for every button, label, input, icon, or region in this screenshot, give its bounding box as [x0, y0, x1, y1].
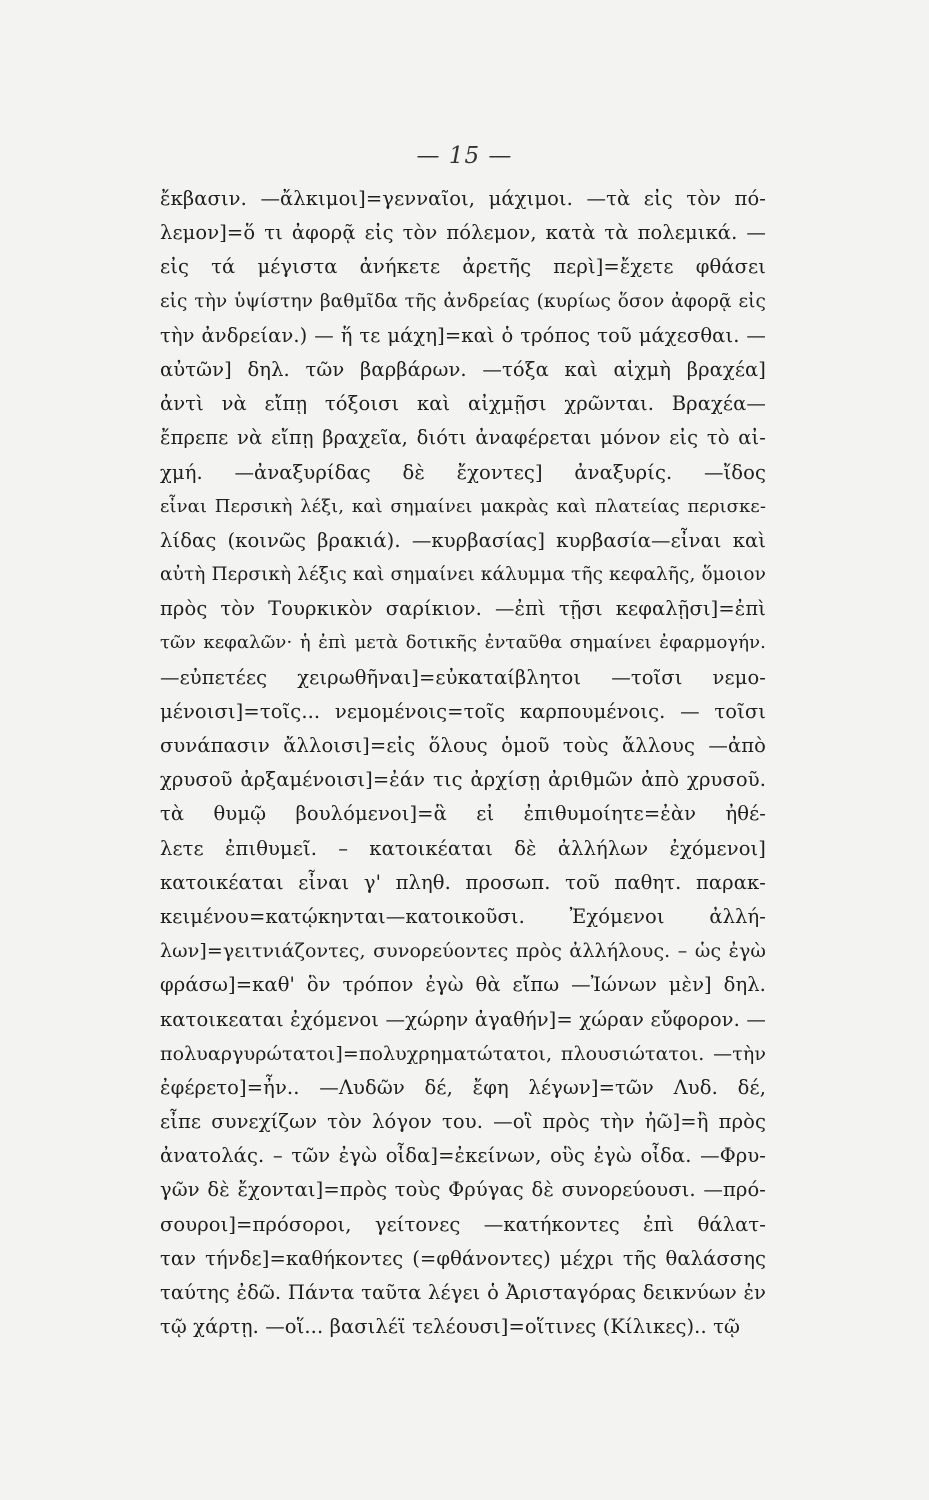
text-line: πρὸς τὸν Τουρκικὸν σαρίκιον. —ἐπὶ τῇσι κεφαλῇσι]=ἐπὶ	[160, 597, 766, 621]
text-line: κατοικεαται ἐχόμενοι —χώρην ἀγαθήν]= χώραν εὔφορον. —	[160, 1007, 766, 1031]
text-line: χμή. —ἀναξυρίδας δὲ ἔχοντες] ἀναξυρίς. —ἴδος	[160, 460, 766, 484]
text-line: γῶν δὲ ἔχονται]=πρὸς τοὺς Φρύγας δὲ συνορεύουσι. —πρό-	[160, 1178, 766, 1202]
text-line: λετε ἐπιθυμεῖ. – κατοικέαται δὲ ἀλλήλων ἐχόμενοι]	[160, 836, 766, 860]
text-line: λεμον]=ὅ τι ἀφορᾷ εἰς τὸν πόλεμον, κατὰ τὰ πολεμικά. —	[160, 221, 766, 245]
text-line: εἰς τὴν ὑψίστην βαθμῖδα τῆς ἀνδρείας (κυρίως ὅσον ἀφορᾷ εἰς	[160, 290, 766, 312]
text-line: εἰς τά μέγιστα ἀνήκετε ἀρετῆς περὶ]=ἔχετε φθάσει	[160, 255, 766, 279]
text-line: χρυσοῦ ἀρξαμένοισι]=ἐάν τις ἀρχίσῃ ἀριθμῶν ἀπὸ χρυσοῦ.	[160, 768, 766, 792]
text-line: φράσω]=καθ' ὃν τρόπον ἐγὼ θὰ εἴπω —Ἰώνων μὲν] δηλ.	[160, 973, 766, 997]
text-line: τὴν ἀνδρείαν.) — ἥ τε μάχη]=καὶ ὁ τρόπος τοῦ μάχεσθαι. —	[160, 323, 766, 347]
text-line: εἶπε συνεχίζων τὸν λόγον του. —οἳ πρὸς τὴν ἠῶ]=ἢ πρὸς	[160, 1110, 766, 1134]
text-line: συνάπασιν ἄλλοισι]=εἰς ὅλους ὁμοῦ τοὺς ἄλλους —ἀπὸ	[160, 734, 766, 757]
text-line: σουροι]=πρόσοροι, γείτονες —κατήκοντες ἐπὶ θάλατ-	[160, 1212, 766, 1236]
text-line: τῶν κεφαλῶν· ἡ ἐπὶ μετὰ δοτικῆς ἐνταῦθα σημαίνει ἐφαρμογήν.	[160, 632, 766, 654]
text-line: τὰ θυμῷ βουλόμενοι]=ἃ εἰ ἐπιθυμοίητε=ἐὰν ἠθέ-	[160, 802, 766, 826]
text-line: κειμένου=κατῴκηνται—κατοικοῦσι. Ἐχόμενοι ἀλλή-	[160, 904, 766, 928]
text-line: αὐτῶν] δηλ. τῶν βαρβάρων. —τόξα καὶ αἰχμὴ βραχέα]	[160, 357, 766, 381]
text-line: ταν τήνδε]=καθήκοντες (=φθάνοντες) μέχρι τῆς θαλάσσης	[160, 1246, 766, 1270]
text-line: ἔπρεπε νὰ εἴπῃ βραχεῖα, διότι ἀναφέρεται μόνον εἰς τὸ αἰ-	[160, 426, 766, 450]
text-line: —εὐπετέες χειρωθῆναι]=εὐκαταίβλητοι —τοῖσι νεμο-	[160, 665, 766, 689]
text-line: λίδας (κοινῶς βρακιά). —κυρβασίας] κυρβασία—εἶναι καὶ	[160, 528, 766, 552]
text-line: μένοισι]=τοῖς... νεμομένοις=τοῖς καρπουμένοις. — τοῖσι	[160, 699, 766, 723]
text-line: ἐφέρετο]=ἦν.. —Λυδῶν δέ, ἔφη λέγων]=τῶν Λυδ. δέ,	[160, 1075, 766, 1099]
text-line: κατοικέαται εἶναι γ' πληθ. προσωπ. τοῦ παθητ. παρακ-	[160, 870, 766, 894]
text-line: τῷ χάρτῃ. —οἵ... βασιλέϊ τελέουσι]=οἵτινες (Κίλικες).. τῷ	[160, 1315, 740, 1339]
text-line: ταύτης ἐδῶ. Πάντα ταῦτα λέγει ὁ Ἀρισταγόρας δεικνύων ἐν	[160, 1281, 766, 1304]
text-line: πολυαργυρώτατοι]=πολυχρηματώτατοι, πλουσιώτατοι. —τὴν	[160, 1042, 766, 1065]
commentary-text	[160, 182, 766, 1344]
text-line: ἀνατολάς. – τῶν ἐγὼ οἶδα]=ἐκείνων, οὓς ἐγὼ οἶδα. —Φρυ-	[160, 1144, 766, 1168]
text-line: ἀντὶ νὰ εἴπῃ τόξοισι καὶ αἰχμῇσι χρῶνται. Βραχέα—	[160, 392, 766, 416]
text-line: ἔκβασιν. —ἄλκιμοι]=γενναῖοι, μάχιμοι. —τὰ εἰς τὸν πό-	[160, 187, 766, 210]
text-line: εἶναι Περσικὴ λέξι, καὶ σημαίνει μακρὰς καὶ πλατείας περισκε-	[160, 495, 766, 517]
page-number: — 15 —	[416, 143, 513, 169]
text-line: λων]=γειτνιάζοντες, συνορεύοντες πρὸς ἀλλήλους. – ὡς ἐγὼ	[160, 940, 766, 963]
text-line: αὐτὴ Περσικὴ λέξις καὶ σημαίνει κάλυμμα τῆς κεφαλῆς, ὅμοιον	[160, 564, 766, 586]
